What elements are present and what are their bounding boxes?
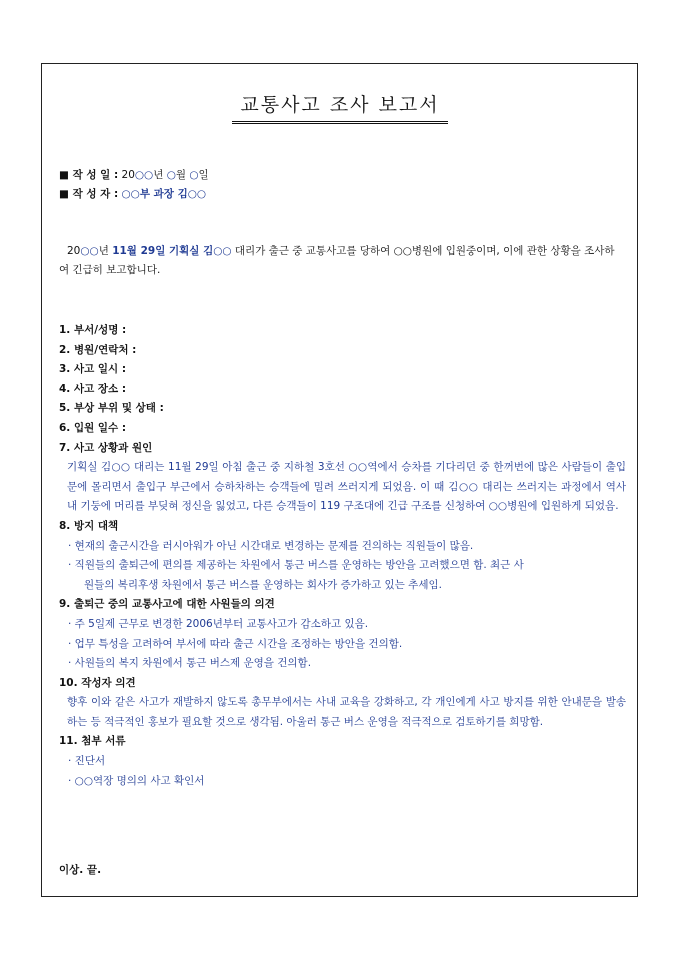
prevention-bullet-2: [59, 556, 626, 595]
meta-block: [59, 166, 209, 204]
item-injury: 5. 부상 부위 및 상태 :: [59, 402, 164, 415]
date-prefix: 20: [121, 169, 135, 181]
intro-paragraph: [59, 242, 622, 280]
author-label: ■ 작 성 자 :: [59, 188, 119, 200]
item-attachments-heading: 11. 첨부 서류: [59, 735, 126, 748]
date-blank-day: ○: [189, 169, 199, 181]
item-author-opinion-heading: 10. 작성자 의견: [59, 676, 136, 689]
item-hospital: 2. 병원/연락처 :: [59, 343, 137, 356]
intro-year-blank: ○○: [80, 245, 99, 257]
prevention-bullet-2-line2: 원들의 복리후생 차원에서 통근 버스를 운영하는 회사가 증가하고 있는 추세임.: [84, 578, 442, 591]
opinion-bullet-3: · 사원들의 복지 차원에서 통근 버스제 운영을 건의함.: [68, 657, 312, 670]
intro-rest: 대리가 출근 중 교통사고를 당하여 ○○병원에 입원중이며, 이에 관한 상황을 조사하여 긴급히 보고합니다.: [59, 245, 615, 276]
date-row: [59, 166, 209, 185]
author-row: [59, 185, 209, 204]
item-prevention-heading: 8. 방지 대책: [59, 519, 119, 532]
page-title: 교통사고 조사 보고서: [232, 90, 447, 124]
opinion-bullet-2: · 업무 특성을 고려하여 부서에 따라 출근 시간을 조정하는 방안을 건의함.: [68, 637, 403, 650]
author-value: ○○부 과장 김○○: [121, 188, 207, 200]
closing-text: 이상. 끝.: [59, 864, 102, 876]
item-opinions-heading: 9. 출퇴근 중의 교통사고에 대한 사원들의 의견: [59, 598, 275, 611]
intro-year-prefix: 20: [67, 245, 81, 257]
date-blank-year: ○○: [134, 169, 154, 181]
prevention-bullet-2-line1: · 직원들의 출퇴근에 편의를 제공하는 차원에서 통근 버스를 운영하는 방안을 고려했으면 함. 최근 사: [68, 559, 524, 572]
date-year-suffix: 년: [153, 169, 167, 181]
intro-dept-name: 기획실 김○○: [169, 245, 232, 257]
attachment-2: · ○○역장 명의의 사고 확인서: [68, 774, 205, 787]
item-department: 1. 부서/성명 :: [59, 324, 127, 336]
report-items: [59, 321, 626, 791]
opinion-bullet-1: · 주 5일제 근무로 변경한 2006년부터 교통사고가 감소하고 있음.: [68, 617, 369, 630]
item-accident-place: 4. 사고 장소 :: [59, 382, 127, 395]
date-month-suffix: 월: [175, 169, 190, 181]
attachment-1: · 진단서: [68, 755, 106, 768]
item-situation-text: 기획실 김○○ 대리는 11월 29일 아침 출근 중 지하철 3호선 ○○역에서 승차를 기다리던 중 한꺼번에 많은 사람들이 출입문에 몰리면서 출입구 부근에서 승하차하는 승객들에 밀려 쓰러지게 되었음. 이 때 김○○ 대리는 쓰러지는 과정에서 역사 내 기둥에 머리를 부딪혀 정신을 잃었고, 다른 승객들이 119 구조대에 긴급 구조를 신청하여 ○○병원에 입원하게 되었음.: [67, 461, 626, 513]
prevention-bullet-1: · 현재의 출근시간을 러시아워가 아닌 시간대로 변경하는 문제를 건의하는 직원들이 많음.: [68, 539, 474, 552]
title-block: [0, 90, 680, 124]
intro-year-suffix: 년: [98, 245, 113, 257]
item-accident-datetime: 3. 사고 일시 :: [59, 363, 127, 376]
date-blank-month: ○: [166, 169, 176, 181]
date-label: ■ 작 성 일 :: [59, 169, 119, 181]
item-situation-heading: 7. 사고 상황과 원인: [59, 441, 153, 454]
author-opinion-text: 향후 이와 같은 사고가 재발하지 않도록 총무부에서는 사내 교육을 강화하고, 각 개인에게 사고 방지를 위한 안내문을 발송하는 등 적극적인 홍보가 필요할 것으로 생각됨. 아울러 통근 버스 운영을 적극적으로 검토하기를 희망함.: [67, 696, 626, 728]
intro-date: 11월 29일: [112, 245, 170, 257]
item-hospital-days: 6. 입원 일수 :: [59, 421, 127, 434]
date-day-suffix: 일: [198, 169, 209, 181]
